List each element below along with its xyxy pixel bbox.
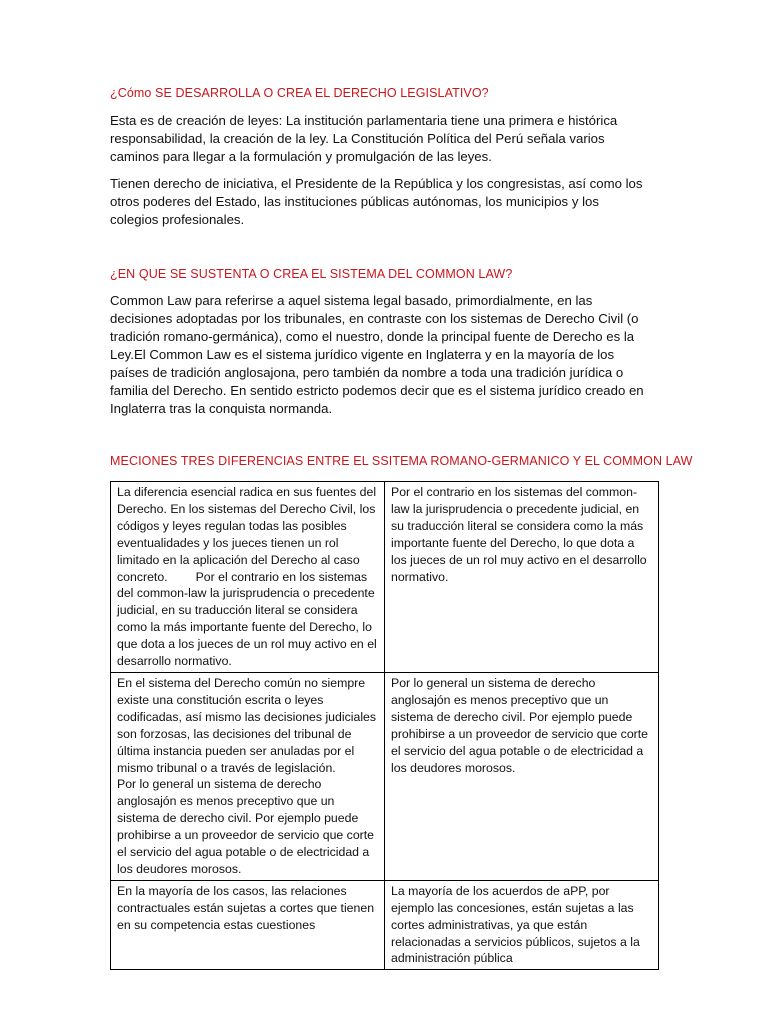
- cell-text: Por el contrario en los sistemas del common-law la jurisprudencia o precedente judicial, en su traducción literal se considera como la más importante fuente del Derecho, lo que dota a los jueces de un rol muy activo en el desarrollo normativo.: [391, 485, 647, 584]
- paragraph-legislative-creation: Esta es de creación de leyes: La institución parlamentaria tiene una primera e histórica responsabilidad, la creación de la ley. La Constitución Política del Perú señala varios caminos para llegar a la formulación y promulgación de las leyes.: [110, 113, 618, 164]
- cell-text: Por el contrario en los sistemas del common-law la jurisprudencia o precedente judicial, en su traducción literal se considera como la más importante fuente del Derecho, lo que dota a los jueces de un rol muy activo en el desarrollo normativo.: [117, 569, 377, 669]
- table-cell-left: [111, 482, 385, 673]
- table-row: [111, 482, 659, 673]
- cell-text: Por lo general un sistema de derecho anglosajón es menos preceptivo que un sistema de derecho civil. Por ejemplo puede prohibirse a un proveedor de servicio que corte el servicio del agua potable o de electricidad a los deudores morosos.: [391, 675, 649, 775]
- section-heading-common-law: ¿EN QUE SE SUSTENTA O CREA EL SISTEMA DEL COMMON LAW?: [110, 267, 513, 281]
- section-heading-differences: MECIONES TRES DIFERENCIAS ENTRE EL SSITEMA ROMANO-GERMANICO Y EL COMMON LAW: [110, 454, 693, 468]
- table-cell-right: [385, 672, 659, 880]
- cell-text: En el sistema del Derecho común no siempre existe una constitución escrita o leyes codificadas, así mismo las decisiones judiciales son forzosas, las decisiones del tribunal de última instancia pueden ser anuladas por el mismo tribunal o a través de legislación.: [117, 675, 377, 775]
- table-cell-left: [111, 672, 385, 880]
- table-cell-left: [111, 880, 385, 970]
- table-cell-right: [385, 880, 659, 970]
- paragraph-initiative-rights: Tienen derecho de iniciativa, el Presidente de la República y los congresistas, así como los otros poderes del Estado, las instituciones públicas autónomas, los municipios y los colegios profesionales.: [110, 176, 643, 227]
- table-row: [111, 880, 659, 970]
- cell-text: En la mayoría de los casos, las relaciones contractuales están sujetas a cortes que tienen en su competencia estas cuestiones: [117, 883, 375, 932]
- cell-text: La mayoría de los acuerdos de aPP, por ejemplo las concesiones, están sujetas a las cortes administrativas, ya que están relacionadas a servicios públicos, sujetos a la administración pública: [391, 883, 640, 966]
- cell-text: Por lo general un sistema de derecho anglosajón es menos preceptivo que un sistema de derecho civil. Por ejemplo puede prohibirse a un proveedor de servicio que corte el servicio del agua potable o de electricidad a los deudores morosos.: [117, 777, 375, 876]
- paragraph-common-law: Common Law para referirse a aquel sistema legal basado, primordialmente, en las decisiones adoptadas por los tribunales, en contraste con los sistemas de Derecho Civil (o tradición romano-germánica), como el nuestro, donde la principal fuente de Derecho es la Ley.El Common Law es el sistema jurídico vigente en Inglaterra y en la mayoría de los países de tradición anglosajona, pero también da nombre a toda una tradición jurídica o familia del Derecho. En sentido estricto podemos decir que es el sistema jurídico creado en Inglaterra tras la conquista normanda.: [110, 293, 644, 416]
- section-heading-legislative: ¿Cómo SE DESARROLLA O CREA EL DERECHO LEGISLATIVO?: [110, 86, 489, 100]
- table-cell-right: [385, 482, 659, 673]
- cell-text: La diferencia esencial radica en sus fuentes del Derecho. En los sistemas del Derecho Civil, los códigos y leyes regulan todas las posibles eventualidades y los jueces tienen un rol limitado en la aplicación del Derecho al caso concreto.: [117, 485, 377, 584]
- table-row: [111, 672, 659, 880]
- differences-table: [110, 481, 659, 970]
